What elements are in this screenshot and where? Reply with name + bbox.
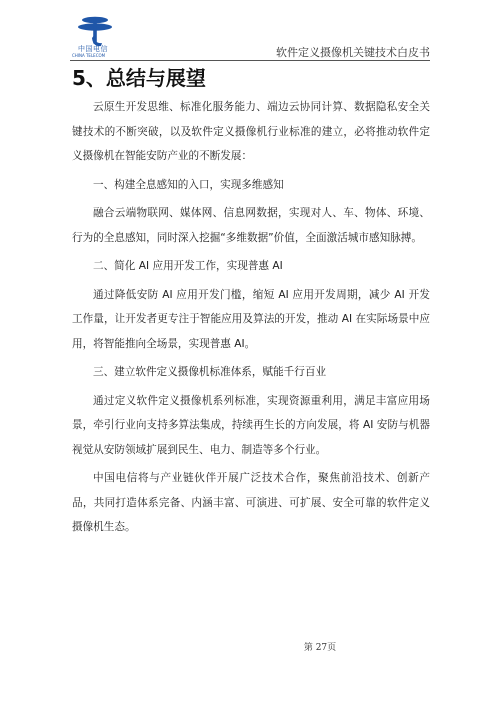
section-content (72, 62, 430, 540)
paragraph-point-3-body: 通过定义软件定义摄像机系列标准，实现资源重利用，满足丰富应用场景，牵引行业向支持多算法集成，持续再生长的方向发展，将 AI 安防与机器视觉从安防领域扩展到民生、电力、制造等多个行业。 (72, 394, 430, 456)
paragraph-point-1-title: 一、构建全息感知的入口，实现多维感知 (93, 178, 284, 191)
page-footer (0, 640, 500, 653)
paragraph-conclusion: 中国电信将与产业链伙伴开展广泛技术合作，聚焦前沿技术、创新产品，共同打造体系完备、内涵丰富、可演进、可扩展、安全可靠的软件定义摄像机生态。 (72, 472, 430, 533)
paragraph-point-3-title: 三、建立软件定义摄像机标准体系，赋能千行百业 (93, 366, 327, 378)
logo-wordmark: 中国电信 (78, 45, 108, 53)
section-heading: 5、总结与展望 (72, 66, 206, 90)
logo-wordmark-en: CHINA TELECOM (72, 53, 106, 58)
paragraph-point-2-body: 通过降低安防 AI 应用开发门槛，缩短 AI 应用开发周期，减少 AI 开发工作量，让开发者更专注于智能应用及算法的开发，推动 AI 在实际场景中应用，将智能推向全场景，实现普惠 AI。 (72, 288, 430, 350)
page-number: 第 27页 (303, 643, 337, 653)
paragraph-point-2-title: 二、简化 AI 应用开发工作，实现普惠 AI (93, 260, 283, 272)
paragraph-intro: 云原生开发思维、标准化服务能力、端边云协同计算、数据隐私安全关键技术的不断突破，以及软件定义摄像机行业标准的建立，必将推动软件定义摄像机在智能安防产业的不断发展： (72, 101, 430, 162)
paragraph-point-1-body: 融合云端物联网、媒体网、信息网数据，实现对人、车、物体、环境、行为的全息感知，同时深入挖掘“多维数据”价值，全面激活城市感知脉搏。 (72, 207, 430, 244)
header-divider (70, 60, 430, 61)
document-title: 软件定义摄像机关键技术白皮书 (276, 46, 430, 59)
page-header (0, 0, 500, 64)
